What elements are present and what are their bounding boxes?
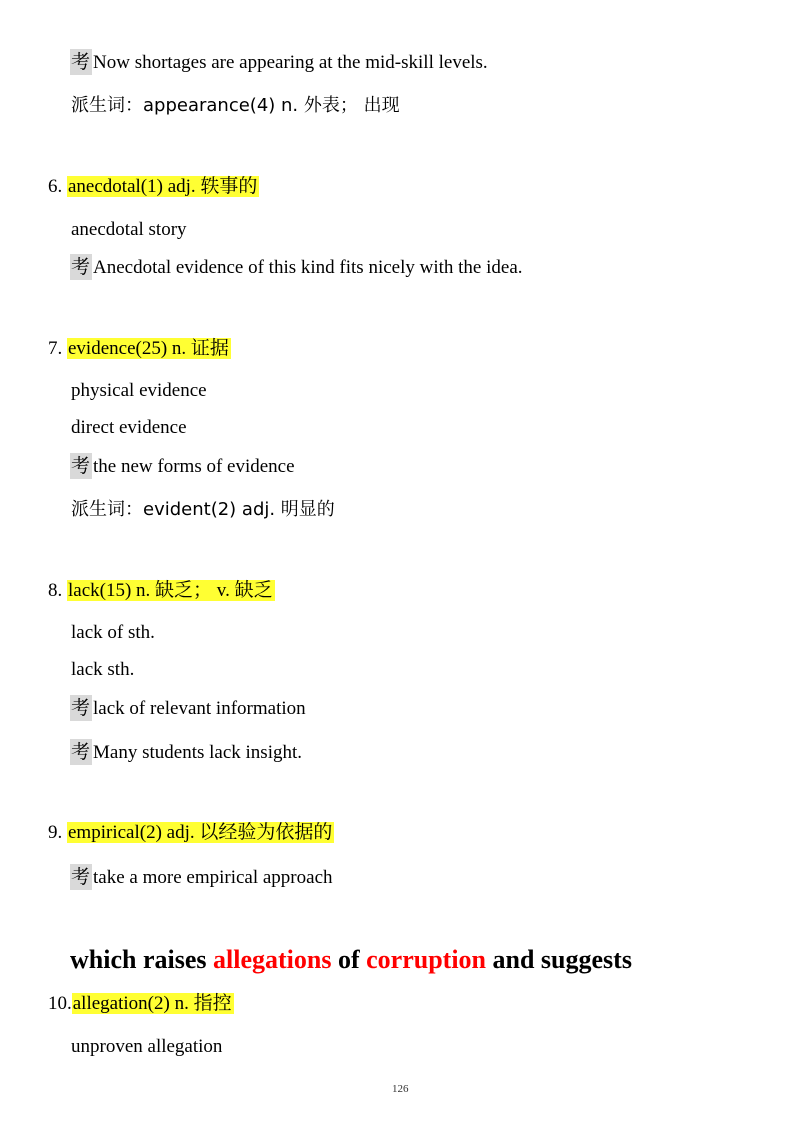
headword-highlight: allegation(2) n. 指控 [72,993,232,1014]
exam-example [70,739,302,766]
kao-badge: 考 [71,455,91,477]
collocation: lack sth. [71,659,135,680]
headword-highlight: lack(15) n. 缺乏； v. 缺乏 [68,580,273,601]
entry-number: 8. [48,580,63,601]
entry-headword [48,578,275,604]
entry-number: 6. [48,176,63,197]
entry-headword [48,174,259,200]
entry-number: 9. [48,822,63,843]
example-sentence [70,943,632,977]
entry-headword [48,820,334,846]
entry-headword [48,336,231,362]
sentence-part: of [331,945,367,974]
collocation: lack of sth. [71,622,155,643]
exam-example [70,254,523,281]
collocation: anecdotal story [71,219,187,240]
example-text: the new forms of evidence [93,456,295,477]
exam-example [70,864,333,891]
entry-headword [48,991,234,1017]
kao-badge: 考 [71,697,91,719]
headword-highlight: empirical(2) adj. 以经验为依据的 [68,822,333,843]
kao-badge: 考 [71,741,91,763]
kao-badge: 考 [71,256,91,278]
exam-example [70,453,295,480]
derivative-line: 派生词：evident(2) adj. 明显的 [71,499,335,520]
sentence-part: which raises [70,945,213,974]
example-text: lack of relevant information [93,698,306,719]
example-text: Many students lack insight. [93,742,302,763]
kao-badge: 考 [71,51,91,73]
sentence-part: and suggests [486,945,632,974]
collocation: direct evidence [71,417,187,438]
headword-highlight: anecdotal(1) adj. 轶事的 [68,176,258,197]
example-text: Now shortages are appearing at the mid-skill levels. [93,52,488,73]
collocation: physical evidence [71,380,207,401]
sentence-keyword-corruption: corruption [366,945,487,974]
entry-number: 10. [48,993,72,1014]
example-text: take a more empirical approach [93,867,333,888]
headword-highlight: evidence(25) n. 证据 [68,338,229,359]
collocation: unproven allegation [71,1036,223,1057]
exam-example [70,49,488,76]
kao-badge: 考 [71,866,91,888]
example-text: Anecdotal evidence of this kind fits nicely with the idea. [93,257,523,278]
exam-example [70,695,306,722]
page-number: 126 [392,1083,409,1095]
derivative-line: 派生词：appearance(4) n. 外表； 出现 [71,95,400,116]
entry-number: 7. [48,338,63,359]
sentence-keyword-allegations: allegations [213,945,332,974]
